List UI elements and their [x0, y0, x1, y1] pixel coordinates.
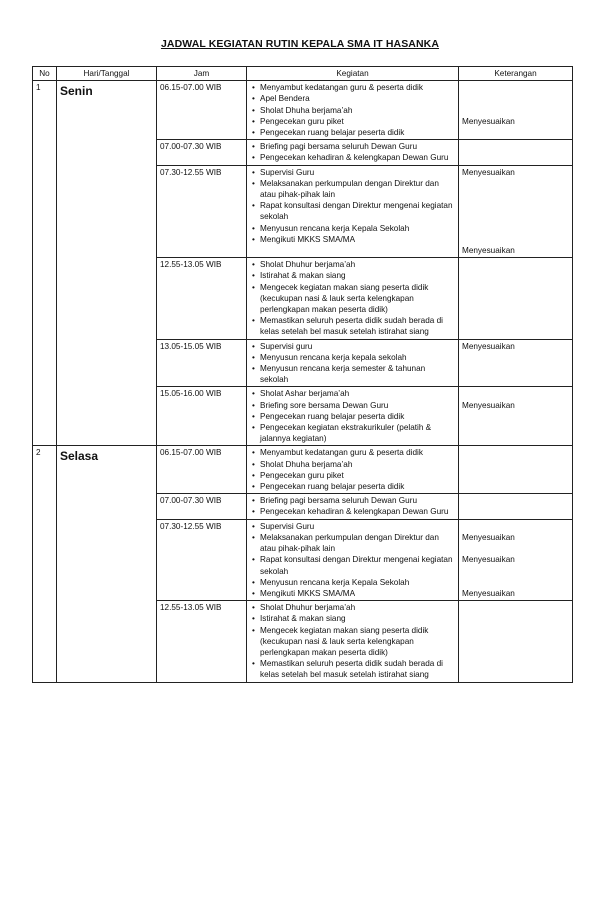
activity-item: • Pengecekan ruang belajar peserta didik — [260, 127, 455, 138]
time-slot: 06.15-07.00 WIB — [157, 446, 247, 494]
notes-cell — [459, 165, 573, 258]
notes-cell — [459, 140, 573, 165]
notes-cell — [459, 519, 573, 600]
time-slot: 07.30-12.55 WIB — [157, 519, 247, 600]
activity-item: • Menyusun rencana kerja Kepala Sekolah — [260, 223, 455, 234]
activity-item: • Menyusun rencana kerja kepala sekolah — [260, 352, 455, 363]
activity-item: • Pengecekan ruang belajar peserta didik — [260, 411, 455, 422]
activity-item: • Supervisi Guru — [260, 521, 455, 532]
activity-cell — [247, 519, 459, 600]
notes-cell — [459, 81, 573, 140]
activity-item: • Rapat konsultasi dengan Direktur mengenai kegiatan sekolah — [260, 200, 455, 222]
activity-list — [250, 141, 455, 163]
notes-cell — [459, 387, 573, 446]
activity-item: • Melaksanakan perkumpulan dengan Direktur dan atau pihak-pihak lain — [260, 178, 455, 200]
activity-item: • Mengecek kegiatan makan siang peserta didik (kecukupan nasi & lauk serta kelengkapan perlengkapan makan peserta didik) — [260, 282, 455, 316]
header-day: Hari/Tanggal — [57, 67, 157, 81]
schedule-table — [32, 66, 573, 683]
activity-item: • Menyusun rencana kerja semester & tahunan sekolah — [260, 363, 455, 385]
day-name: Senin — [57, 81, 157, 446]
activity-cell — [247, 258, 459, 339]
activity-cell — [247, 140, 459, 165]
activity-cell — [247, 339, 459, 387]
day-name: Selasa — [57, 446, 157, 682]
header-activity: Kegiatan — [247, 67, 459, 81]
activity-item: • Sholat Dhuhur berjama’ah — [260, 259, 455, 270]
notes-cell — [459, 258, 573, 339]
time-slot: 12.55-13.05 WIB — [157, 258, 247, 339]
activity-item: • Briefing pagi bersama seluruh Dewan Guru — [260, 141, 455, 152]
activity-cell — [247, 494, 459, 519]
header-notes: Keterangan — [459, 67, 573, 81]
activity-list — [250, 495, 455, 517]
document-title: JADWAL KEGIATAN RUTIN KEPALA SMA IT HASANKA — [160, 38, 440, 50]
activity-item: • Memastikan seluruh peserta didik sudah berada di kelas setelah bel masuk setelah istirahat siang — [260, 658, 455, 680]
note-text: Menyesuaikan — [462, 246, 515, 256]
time-slot: 07.00-07.30 WIB — [157, 140, 247, 165]
activity-item: • Memastikan seluruh peserta didik sudah berada di kelas setelah bel masuk setelah istirahat siang — [260, 315, 455, 337]
activity-cell — [247, 446, 459, 494]
note-text: Menyesuaikan — [462, 341, 515, 351]
row-number: 1 — [33, 81, 57, 446]
activity-list — [250, 167, 455, 245]
activity-list — [250, 602, 455, 680]
activity-item: • Pengecekan guru piket — [260, 116, 455, 127]
activity-cell — [247, 165, 459, 258]
activity-item: • Mengikuti MKKS SMA/MA — [260, 588, 455, 599]
note-text: Menyesuaikan — [462, 167, 515, 177]
activity-item: • Briefing pagi bersama seluruh Dewan Guru — [260, 495, 455, 506]
activity-item: • Istirahat & makan siang — [260, 270, 455, 281]
activity-item: • Supervisi Guru — [260, 167, 455, 178]
activity-item: • Istirahat & makan siang — [260, 613, 455, 624]
table-row — [33, 446, 573, 494]
activity-cell — [247, 387, 459, 446]
activity-item: • Pengecekan kegiatan ekstrakurikuler (pelatih & jalannya kegiatan) — [260, 422, 455, 444]
time-slot: 15.05-16.00 WIB — [157, 387, 247, 446]
activity-item: • Pengecekan kehadiran & kelengkapan Dewan Guru — [260, 152, 455, 163]
activity-item: • Mengikuti MKKS SMA/MA — [260, 234, 455, 245]
activity-item: • Menyambut kedatangan guru & peserta didik — [260, 447, 455, 458]
activity-item: • Sholat Ashar berjama’ah — [260, 388, 455, 399]
activity-item: • Supervisi guru — [260, 341, 455, 352]
activity-item: • Briefing sore bersama Dewan Guru — [260, 400, 455, 411]
header-no: No — [33, 67, 57, 81]
activity-list — [250, 341, 455, 386]
notes-cell — [459, 446, 573, 494]
table-row — [33, 81, 573, 140]
activity-list — [250, 259, 455, 337]
activity-item: • Mengecek kegiatan makan siang peserta didik (kecukupan nasi & lauk serta kelengkapan perlengkapan makan peserta didik) — [260, 625, 455, 659]
activity-cell — [247, 601, 459, 682]
activity-item: • Pengecekan ruang belajar peserta didik — [260, 481, 455, 492]
time-slot: 12.55-13.05 WIB — [157, 601, 247, 682]
note-text: Menyesuaikan — [462, 116, 515, 126]
activity-item: • Rapat konsultasi dengan Direktur mengenai kegiatan sekolah — [260, 554, 455, 576]
activity-item: • Melaksanakan perkumpulan dengan Direktur dan atau pihak-pihak lain — [260, 532, 455, 554]
header-time: Jam — [157, 67, 247, 81]
activity-list — [250, 521, 455, 599]
activity-item: • Sholat Dhuha berjama’ah — [260, 459, 455, 470]
notes-cell — [459, 339, 573, 387]
note-text: Menyesuaikan — [462, 532, 515, 542]
notes-cell — [459, 601, 573, 682]
schedule-body — [33, 81, 573, 682]
row-number: 2 — [33, 446, 57, 682]
activity-item: • Pengecekan kehadiran & kelengkapan Dewan Guru — [260, 506, 455, 517]
activity-item: • Pengecekan guru piket — [260, 470, 455, 481]
activity-list — [250, 447, 455, 492]
activity-item: • Menyusun rencana kerja Kepala Sekolah — [260, 577, 455, 588]
activity-list — [250, 82, 455, 138]
time-slot: 06.15-07.00 WIB — [157, 81, 247, 140]
activity-item: • Menyambut kedatangan guru & peserta didik — [260, 82, 455, 93]
activity-item: • Sholat Dhuha berjama’ah — [260, 105, 455, 116]
note-text: Menyesuaikan — [462, 555, 515, 565]
table-header-row — [33, 67, 573, 81]
activity-cell — [247, 81, 459, 140]
time-slot: 13.05-15.05 WIB — [157, 339, 247, 387]
note-text: Menyesuaikan — [462, 588, 515, 598]
note-text: Menyesuaikan — [462, 400, 515, 410]
notes-cell — [459, 494, 573, 519]
activity-item: • Sholat Dhuhur berjama’ah — [260, 602, 455, 613]
activity-item: • Apel Bendera — [260, 93, 455, 104]
time-slot: 07.30-12.55 WIB — [157, 165, 247, 258]
activity-list — [250, 388, 455, 444]
time-slot: 07.00-07.30 WIB — [157, 494, 247, 519]
